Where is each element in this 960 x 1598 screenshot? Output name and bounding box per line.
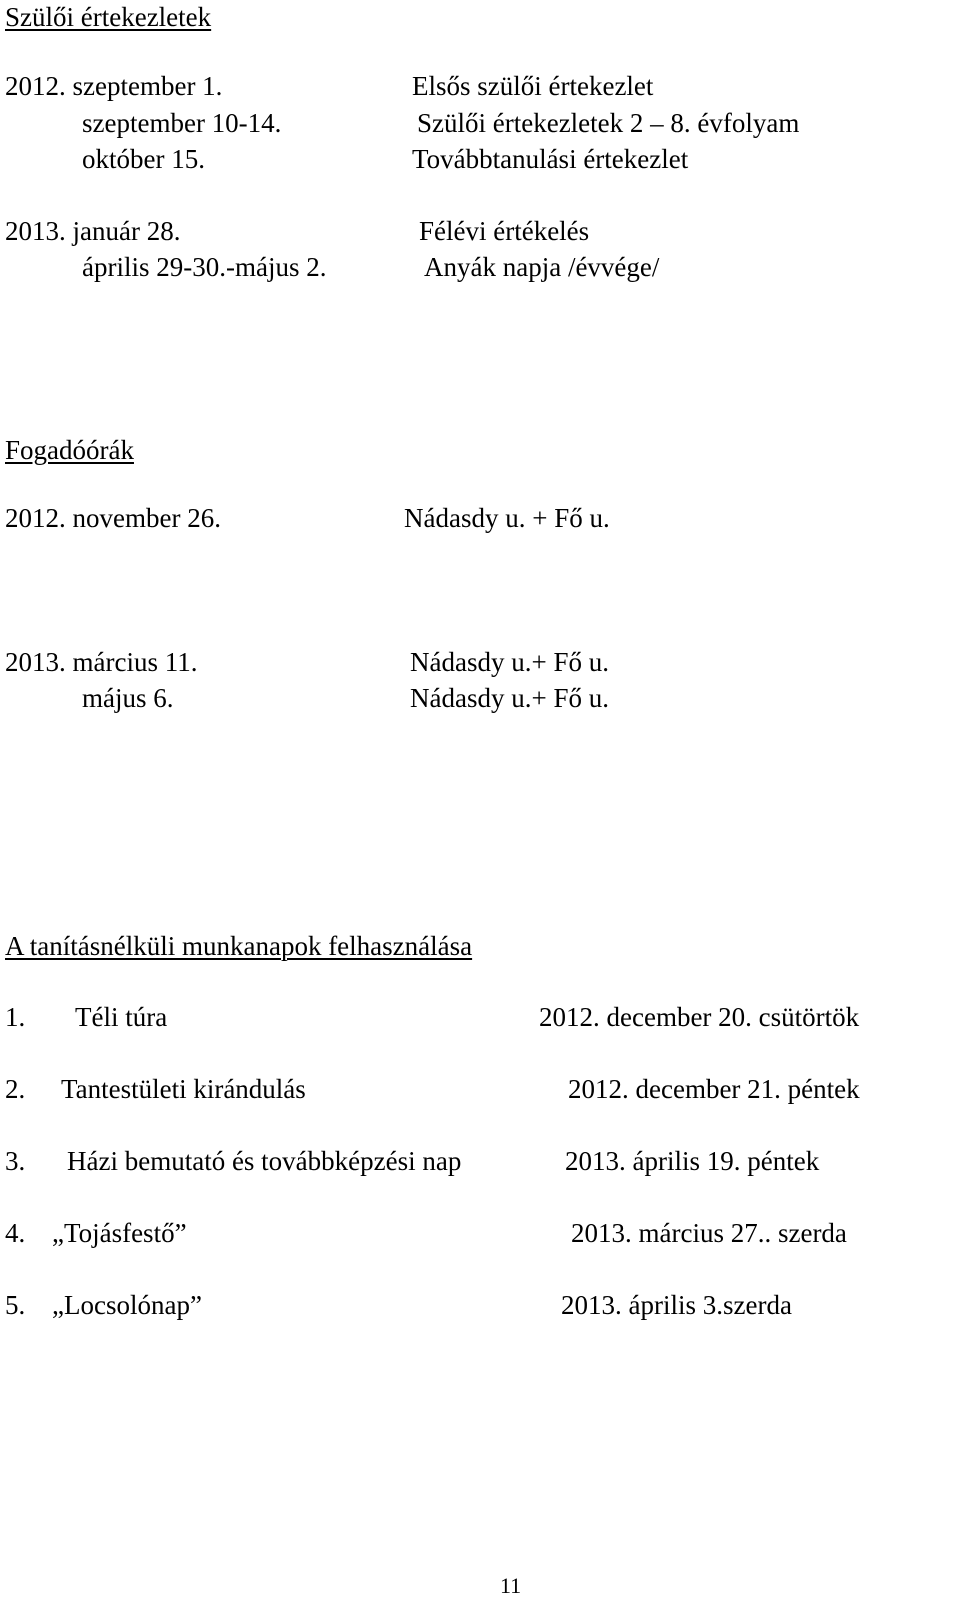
list-item-name: „Tojásfestő” — [52, 1218, 187, 1248]
list-item-number: 4. — [5, 1218, 26, 1248]
meeting-date: április 29-30.-május 2. — [82, 252, 327, 282]
office-hours-date: május 6. — [82, 683, 174, 713]
list-item-date: 2012. december 21. péntek — [568, 1074, 860, 1104]
list-item-name: „Locsolónap” — [52, 1290, 202, 1320]
meeting-date: október 15. — [82, 144, 205, 174]
list-item-date: 2012. december 20. csütörtök — [539, 1002, 860, 1032]
meeting-event: Továbbtanulási értekezlet — [412, 144, 689, 174]
list-item-name: Házi bemutató és továbbképzési nap — [67, 1146, 462, 1176]
meeting-event: Anyák napja /évvége/ — [424, 252, 660, 282]
list-item-number: 5. — [5, 1290, 26, 1320]
list-item-number: 2. — [5, 1074, 26, 1104]
list-item-number: 1. — [5, 1002, 26, 1032]
list-item-name: Tantestületi kirándulás — [61, 1074, 306, 1104]
office-hours-date: 2012. november 26. — [5, 503, 221, 533]
meeting-event: Szülői értekezletek 2 – 8. évfolyam — [417, 108, 800, 138]
office-hours-place: Nádasdy u.+ Fő u. — [410, 683, 609, 713]
office-hours-place: Nádasdy u.+ Fő u. — [410, 647, 609, 677]
list-item-date: 2013. április 3.szerda — [561, 1290, 792, 1320]
meeting-date: 2013. január 28. — [5, 216, 181, 246]
office-hours-date: 2013. március 11. — [5, 647, 198, 677]
list-item-date: 2013. március 27.. szerda — [571, 1218, 847, 1248]
list-item-date: 2013. április 19. péntek — [565, 1146, 820, 1176]
list-item-name: Téli túra — [75, 1002, 168, 1032]
meeting-date: szeptember 10-14. — [82, 108, 282, 138]
meeting-event: Elsős szülői értekezlet — [412, 71, 654, 101]
page-number: 11 — [500, 1573, 522, 1598]
meeting-event: Félévi értékelés — [419, 216, 590, 246]
list-item-number: 3. — [5, 1146, 26, 1176]
non-teaching-days-heading: A tanításnélküli munkanapok felhasználása — [5, 931, 473, 961]
office-hours-place: Nádasdy u. + Fő u. — [404, 503, 610, 533]
meeting-date: 2012. szeptember 1. — [5, 71, 223, 101]
office-hours-heading: Fogadóórák — [5, 435, 134, 465]
meetings-heading: Szülői értekezletek — [5, 2, 212, 32]
